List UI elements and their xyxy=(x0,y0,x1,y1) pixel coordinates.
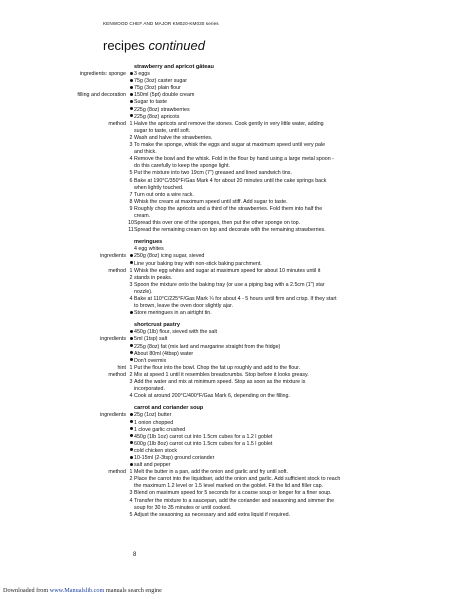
bullet-dot xyxy=(130,114,133,117)
recipe-line xyxy=(0,505,463,512)
bullet-dot xyxy=(130,456,133,459)
footer-link[interactable]: www.Manualslib.com xyxy=(49,587,105,594)
download-footer xyxy=(3,587,162,594)
recipe-line xyxy=(0,275,463,282)
line-text: the maximum 1.2 level or 1.5 level marked on the goblet. Fit the lid and filler cap. xyxy=(134,483,324,490)
line-text: 450g (1lb) flour, sieved with the salt xyxy=(134,329,218,336)
bullet-dot xyxy=(130,413,133,416)
recipe-title xyxy=(0,405,463,412)
step-number: 11 xyxy=(128,227,134,234)
line-text: stands in peaks. xyxy=(134,274,173,281)
line-text: Turn out onto a wire rack. xyxy=(134,191,194,198)
recipe-line xyxy=(0,427,463,434)
recipe-line xyxy=(0,213,463,220)
recipe-line xyxy=(0,246,463,253)
step-number: 10 xyxy=(128,220,134,227)
recipe-line xyxy=(0,253,463,260)
bullet-dot xyxy=(130,100,133,103)
line-text: 10-15ml (2-3tsp) ground coriander xyxy=(134,454,215,461)
section-label: filling and decoration xyxy=(77,92,126,99)
recipe-line xyxy=(0,206,463,213)
bullet-dot xyxy=(130,86,133,89)
step-number: 4 xyxy=(129,393,133,400)
footer-suffix: manuals search engine xyxy=(104,587,162,594)
line-text: 5ml (1tsp) salt xyxy=(134,336,168,343)
recipe-line xyxy=(0,448,463,455)
section-label: ingredients: sponge xyxy=(79,71,126,78)
recipe-title-text: carrot and coriander soup xyxy=(134,405,204,412)
recipe-title-text: meringues xyxy=(134,239,163,246)
recipe-line xyxy=(0,170,463,177)
page-number: 8 xyxy=(133,552,137,558)
bullet-dot xyxy=(130,448,133,451)
recipe-line xyxy=(0,282,463,289)
recipe-line xyxy=(0,462,463,469)
recipe-line xyxy=(0,420,463,427)
line-text: Don't overmix xyxy=(134,357,167,364)
step-number: 2 xyxy=(129,476,133,483)
bullet-dot xyxy=(130,261,133,264)
line-text: 225g (8oz) strawberries xyxy=(134,106,190,113)
recipe-line xyxy=(0,412,463,419)
recipe-line xyxy=(0,128,463,135)
section-label: method xyxy=(108,371,126,378)
line-text: Put the flour into the bowl. Chop the fat up roughly and add to the flour. xyxy=(134,364,301,371)
step-number: 4 xyxy=(129,497,133,504)
section-label: method xyxy=(108,267,126,274)
recipe-line xyxy=(0,344,463,351)
line-text: Spread the remaining cream on top and decorate with the remaining strawberries. xyxy=(134,227,326,234)
bullet-dot xyxy=(130,311,133,314)
step-number: 1 xyxy=(129,364,133,371)
step-number: 5 xyxy=(129,170,133,177)
recipe-line xyxy=(0,296,463,303)
bullet-dot xyxy=(130,463,133,466)
recipe-line xyxy=(0,434,463,441)
line-text: Cook at around 200°C/400°F/Gas Mark 6, depending on the filling. xyxy=(134,393,290,400)
recipe-line xyxy=(0,163,463,170)
recipe-line xyxy=(0,386,463,393)
line-text: sugar to taste, until soft. xyxy=(134,127,191,134)
recipe-title-text: shortcrust pastry xyxy=(134,322,181,329)
line-text: About 80ml (4tbsp) water xyxy=(134,350,194,357)
step-number: 3 xyxy=(129,490,133,497)
step-number: 3 xyxy=(129,379,133,386)
recipe-line xyxy=(0,121,463,128)
line-text: 75g (3oz) caster sugar xyxy=(134,78,187,85)
recipe-line xyxy=(0,379,463,386)
step-number: 6 xyxy=(129,177,133,184)
recipe-line xyxy=(0,351,463,358)
line-text: Whisk the egg whites and sugar at maximum speed for about 10 minutes until it xyxy=(134,267,321,274)
recipe-line xyxy=(0,107,463,114)
section-label: method xyxy=(108,120,126,127)
recipe-line xyxy=(0,393,463,400)
recipe-line xyxy=(0,99,463,106)
section-label: ingredients xyxy=(100,412,126,419)
title-continued: continued xyxy=(148,38,205,53)
line-text: Store meringues in an airtight tin. xyxy=(134,310,212,317)
recipe-line xyxy=(0,329,463,336)
recipe-line xyxy=(0,227,463,234)
recipe-line xyxy=(0,268,463,275)
line-text: 600g (1lb 8oz) carrot cut into 1.5cm cubes for a 1.5 l goblet xyxy=(134,440,273,447)
section-label: hint xyxy=(117,364,126,371)
recipe-line xyxy=(0,261,463,268)
recipe-line xyxy=(0,512,463,519)
recipe-line xyxy=(0,310,463,317)
recipe-line xyxy=(0,178,463,185)
recipe-line xyxy=(0,303,463,310)
step-number: 4 xyxy=(129,296,133,302)
line-text: Melt the butter in a pan, add the onion and garlic and fry until soft. xyxy=(134,469,289,476)
line-text: and thick. xyxy=(134,149,157,156)
step-number: 1 xyxy=(129,469,133,476)
running-header: KENWOOD CHEF AND MAJOR KM020-KM030 series xyxy=(103,21,219,26)
line-text: 250g (8oz) icing sugar, sieved xyxy=(134,253,205,260)
recipe-line xyxy=(0,358,463,365)
recipe-line xyxy=(0,185,463,192)
bullet-dot xyxy=(130,337,133,340)
recipe-line xyxy=(0,149,463,156)
line-text: do this carefully to keep the sponge light. xyxy=(134,163,230,170)
bullet-dot xyxy=(130,358,133,361)
step-number: 2 xyxy=(129,134,133,141)
line-text: Whisk the cream at maximum speed until stiff. Add sugar to taste. xyxy=(134,198,288,205)
line-text: Spoon the mixture onto the baking tray (or use a piping bag with a 2.5cm (1") star xyxy=(134,281,325,288)
step-number: 1 xyxy=(129,120,133,127)
step-number: 3 xyxy=(129,142,133,149)
line-text: Blend on maximum speed for 5 seconds for a coarse soup or longer for a finer soup. xyxy=(134,490,332,497)
step-number: 7 xyxy=(129,191,133,198)
line-text: 25g (1oz) butter xyxy=(134,412,172,419)
line-text: Put the mixture into two 19cm (7") greased and lined sandwich tins. xyxy=(134,170,292,177)
bullet-dot xyxy=(130,254,133,257)
line-text: 75g (3oz) plain flour xyxy=(134,85,181,92)
line-text: Transfer the mixture to a saucepan, add the coriander and seasoning and simmer the xyxy=(134,497,335,504)
recipe-line xyxy=(0,289,463,296)
recipe-line xyxy=(0,135,463,142)
recipe-line xyxy=(0,455,463,462)
line-text: To make the sponge, whisk the eggs and sugar at maximum speed until very pale xyxy=(134,142,326,149)
recipe-line xyxy=(0,156,463,163)
section-label: method xyxy=(108,469,126,476)
bullet-dot xyxy=(130,420,133,423)
recipe-line xyxy=(0,220,463,227)
line-text: Sugar to taste xyxy=(134,99,167,106)
line-text: Adjust the seasoning as necessary and add extra liquid if required. xyxy=(134,511,291,518)
bullet-dot xyxy=(130,441,133,444)
line-text: Remove the bowl and the whisk. Fold in the flour by hand using a large metal spoon - xyxy=(134,156,334,163)
recipe-content xyxy=(0,64,463,519)
recipe-line xyxy=(0,336,463,343)
recipe-line xyxy=(0,114,463,121)
bullet-dot xyxy=(130,330,133,333)
line-text: Line your baking tray with non-stick baking parchment. xyxy=(134,260,262,267)
recipe-line xyxy=(0,441,463,448)
line-text: Bake at 110°C/225°F/Gas Mark ¼ for about 4 - 5 hours until firm and crisp. If they start xyxy=(134,296,337,302)
step-number: 3 xyxy=(129,281,133,288)
recipe-line xyxy=(0,483,463,490)
step-number: 8 xyxy=(129,198,133,205)
page-title xyxy=(103,38,205,53)
line-text: 225g (8oz) fat (mix lard and margarine straight from the fridge) xyxy=(134,343,281,350)
recipe-line xyxy=(0,476,463,483)
line-text: salt and pepper xyxy=(134,462,171,469)
line-text: Bake at 190°C/350°F/Gas Mark 4 for about 20 minutes until the cake springs back xyxy=(134,177,327,184)
recipe-line xyxy=(0,71,463,78)
recipe-title xyxy=(0,64,463,71)
line-text: to brown, leave the oven door slightly ajar. xyxy=(134,303,233,310)
line-text: nozzle). xyxy=(134,288,153,295)
step-number: 2 xyxy=(129,371,133,378)
section-label: ingredients xyxy=(100,253,126,260)
line-text: 1 onion chopped xyxy=(134,419,174,426)
line-text: Mix at speed 1 until it resembles breadcrumbs. Stop before it looks greasy. xyxy=(134,371,309,378)
line-text: Place the carrot into the liquidiser, add the onion and garlic. Add sufficient stock to reach xyxy=(134,476,341,483)
line-text: cold chicken stock xyxy=(134,447,177,454)
recipe-title xyxy=(0,322,463,329)
recipe-line xyxy=(0,498,463,505)
line-text: 4 egg whites xyxy=(134,246,164,253)
line-text: cream. xyxy=(134,212,151,219)
recipe-line xyxy=(0,365,463,372)
bullet-dot xyxy=(130,93,133,96)
bullet-dot xyxy=(130,107,133,110)
line-text: incorporated. xyxy=(134,386,165,393)
line-text: Roughly chop the apricots and a third of the strawberries. Fold them into half the xyxy=(134,205,323,212)
line-text: 450g (1lb 1oz) carrot cut into 1.5cm cubes for a 1.2 l goblet xyxy=(134,433,273,440)
recipe-title-text: strawberry and apricot gâteau xyxy=(134,64,214,70)
recipe-line xyxy=(0,85,463,92)
bullet-dot xyxy=(130,344,133,347)
bullet-dot xyxy=(130,79,133,82)
recipe-line xyxy=(0,92,463,99)
line-text: Spread this over one of the sponges, then put the other sponge on top. xyxy=(134,220,301,227)
step-number: 9 xyxy=(129,205,133,212)
recipe-line xyxy=(0,490,463,497)
line-text: Halve the apricots and remove the stones. Cook gently in very little water, adding xyxy=(134,120,324,127)
recipe-line xyxy=(0,199,463,206)
step-number: 1 xyxy=(129,267,133,274)
line-text: when lightly touched. xyxy=(134,184,184,191)
line-text: 150ml (5pt) double cream xyxy=(134,92,195,99)
title-main: recipes xyxy=(103,38,145,53)
bullet-dot xyxy=(130,427,133,430)
recipe-title xyxy=(0,239,463,246)
bullet-dot xyxy=(130,434,133,437)
recipe-line xyxy=(0,372,463,379)
section-label: ingredients xyxy=(100,336,126,343)
footer-prefix: Downloaded from xyxy=(3,587,50,594)
step-number: 4 xyxy=(129,156,133,163)
recipe-line xyxy=(0,469,463,476)
bullet-dot xyxy=(130,351,133,354)
step-number: 5 xyxy=(129,511,133,518)
line-text: Add the water and mix at minimum speed. Stop as soon as the mixture is xyxy=(134,379,306,386)
bullet-dot xyxy=(130,72,133,75)
line-text: soup for 30 to 35 minutes or until cooked. xyxy=(134,504,232,511)
step-number: 2 xyxy=(129,274,133,281)
line-text: 225g (8oz) apricots xyxy=(134,113,180,120)
recipe-line xyxy=(0,78,463,85)
recipe-line xyxy=(0,142,463,149)
recipe-line xyxy=(0,192,463,199)
line-text: Wash and halve the strawberries. xyxy=(134,134,213,141)
line-text: 3 eggs xyxy=(134,71,150,78)
line-text: 1 clove garlic crushed xyxy=(134,426,186,433)
